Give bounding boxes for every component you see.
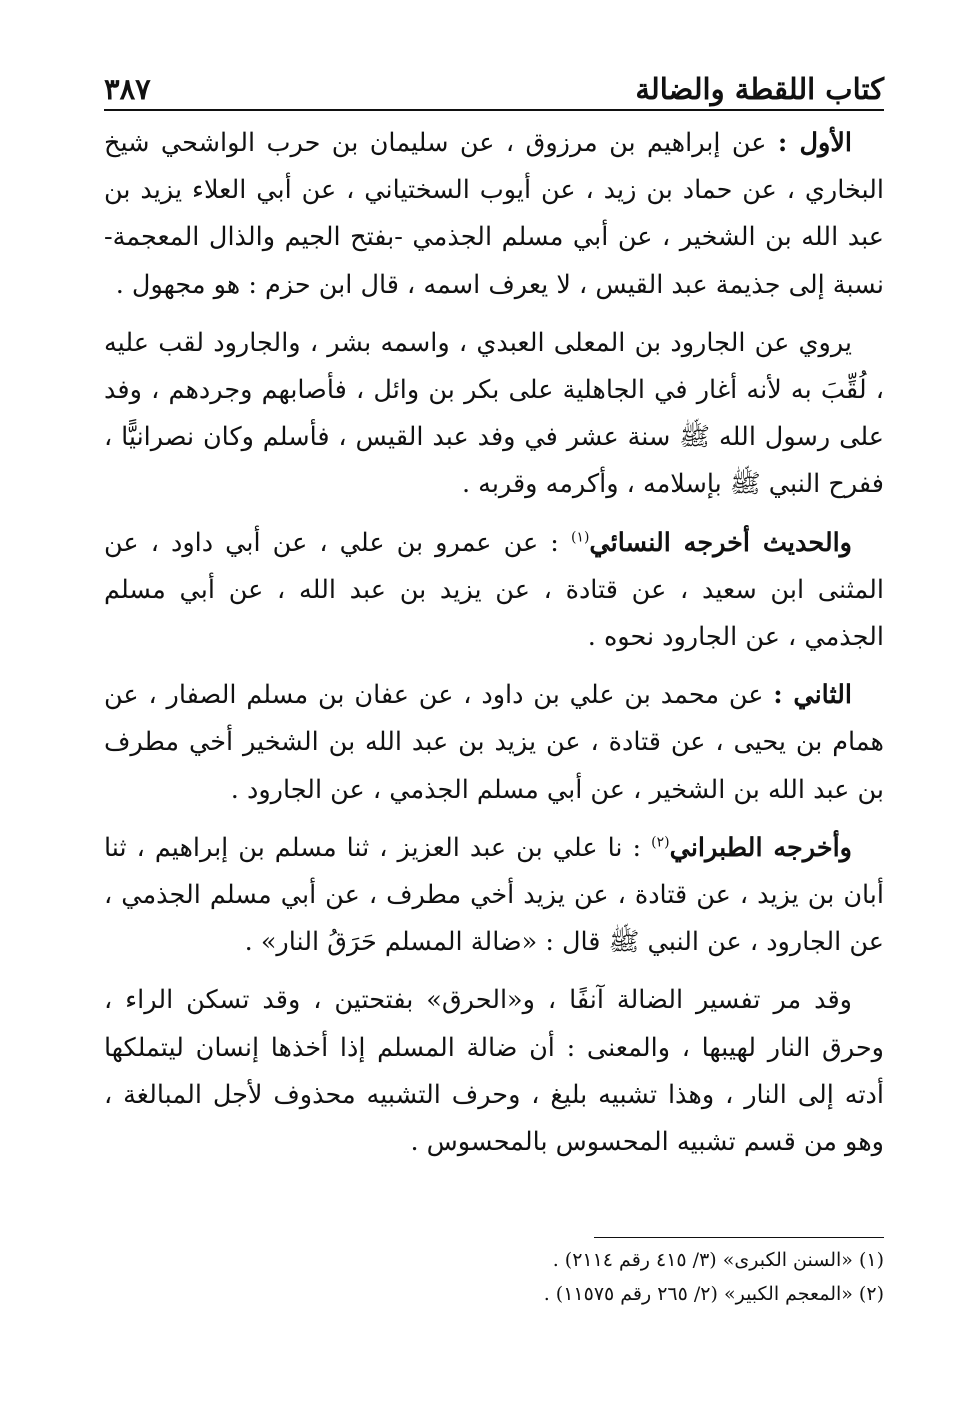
paragraph <box>104 977 884 1166</box>
page-number: ٣٨٧ <box>104 72 151 106</box>
running-header <box>104 60 884 106</box>
chapter-title: كتاب اللقطة والضالة <box>635 72 884 106</box>
footnote-2: (٢) «المعجم الكبير» (٢/ ٢٦٥ رقم ١١٥٧٥) . <box>543 1283 884 1305</box>
paragraph <box>104 120 884 309</box>
paragraph-lead: والحديث أخرجه النسائي <box>589 527 852 558</box>
footnotes <box>104 1243 884 1311</box>
paragraph-text: عن إبراهيم بن مرزوق ، عن سليمان بن حرب الواشحي شيخ البخاري ، عن حماد بن زيد ، عن أيوب السختياني ، عن أبي العلاء يزيد بن عبد الله بن الشخير ، عن أبي مسلم الجذمي -بفتح الجيم والذال المعجمة- نسبة إلى جذيمة عبد القيس ، لا يعرف اسمه ، قال ابن حزم : هو مجهول . <box>104 128 884 300</box>
paragraph-text: وقد مر تفسير الضالة آنفًا ، و«الحرق» بفتحتين ، وقد تسكن الراء ، وحرق النار لهيبها ، والمعنى : أن ضالة المسلم إذا أخذها إنسان ليتملكها أدته إلى النار ، وهذا تشبيه بليغ ، وحرف التشبيه محذوف لأجل المبالغة ، وهو من قسم تشبيه المحسوس بالمحسوس . <box>104 985 884 1158</box>
footnote-ref[interactable]: (٢) <box>651 834 670 851</box>
paragraph-lead: وأخرجه الطبراني <box>669 832 852 863</box>
paragraph <box>104 520 884 662</box>
body-text <box>104 120 884 1177</box>
paragraph <box>104 320 884 509</box>
paragraph-lead: الأول : <box>777 128 852 158</box>
footnote-ref[interactable]: (١) <box>570 529 590 546</box>
paragraph-text: : عن عمرو بن علي ، عن أبي داود ، عن المثنى ابن سعيد ، عن قتادة ، عن يزيد بن عبد الله ، عن أبي مسلم الجذمي ، عن الجارود نحوه . <box>104 527 884 653</box>
paragraph-text: : نا علي بن عبد العزيز ، ثنا مسلم بن إبراهيم ، ثنا أبان بن يزيد ، عن قتادة ، عن يزيد أخي مطرف ، عن أبي مسلم الجذمي ، عن الجارود ، عن النبي ﷺ قال : «ضالة المسلم حَرَقُ النار» . <box>104 832 884 958</box>
paragraph-lead: الثاني : <box>773 680 852 711</box>
paragraph <box>104 672 884 814</box>
footnote-1: (١) «السنن الكبرى» (٣/ ٤١٥ رقم ٢١١٤) . <box>552 1249 884 1271</box>
paragraph <box>104 825 884 967</box>
paragraph-text: عن محمد بن علي بن داود ، عن عفان بن مسلم الصفار ، عن همام بن يحيى ، عن قتادة ، عن يزيد بن عبد الله بن الشخير أخي مطرف بن عبد الله بن الشخير ، عن أبي مسلم الجذمي ، عن الجارود . <box>104 680 884 805</box>
header-rule <box>104 109 884 111</box>
footnote-separator <box>594 1237 884 1238</box>
paragraph-text: يروي عن الجارود بن المعلى العبدي ، واسمه بشر ، والجارود لقب عليه ، لُقِّبَ به لأنه أغار في الجاهلية على بكر بن وائل ، فأصابهم وجردهم ، وفد على رسول الله ﷺ سنة عشر في وفد عبد القيس ، فأسلم وكان نصرانيًّا ، ففرح النبي ﷺ بإسلامه ، وأكرمه وقربه . <box>104 327 884 500</box>
